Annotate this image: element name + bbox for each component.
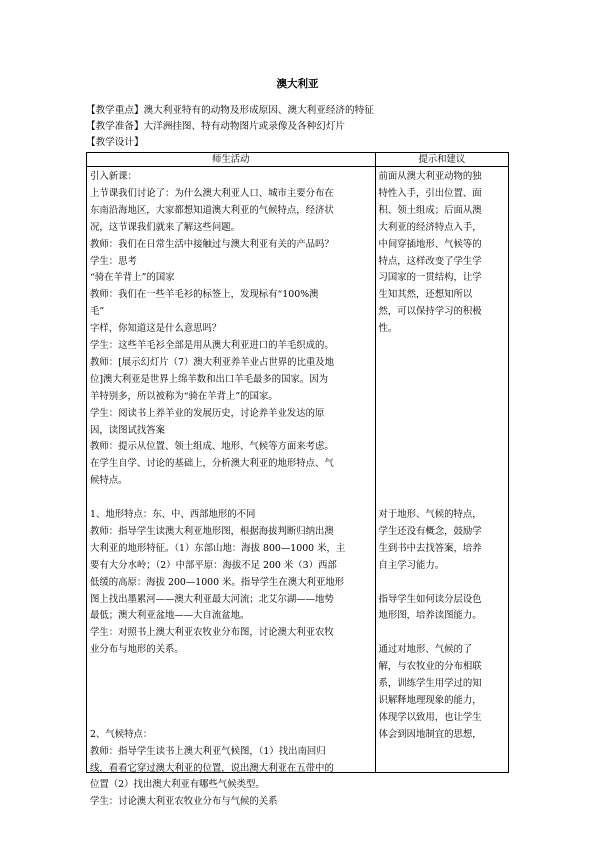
suggestion-line: 地形图，培养读图能力。 <box>378 610 482 622</box>
activity-line: 因，读图试找答案 <box>90 424 166 436</box>
suggestion-line: 学生还没有概念，鼓励学 <box>378 525 482 537</box>
activity-line: 教师：[展示幻灯片（7）澳大利亚养羊业占世界的比重及地 <box>90 356 334 368</box>
activity-line: 学生：对照书上澳大利亚农牧业分布图，讨论澳大利亚农牧 <box>90 627 334 639</box>
suggestion-line: 识解释地理现象的能力， <box>378 694 482 706</box>
activity-line: 候特点。 <box>90 475 128 487</box>
meta-teaching-focus <box>86 104 374 118</box>
activity-line: 教师：指导学生读澳大利亚地形图，根据海拔判断归纳出澳 <box>90 525 334 537</box>
activity-line: 教师：指导学生读书上澳大利亚气候图，（1）找出南回归 <box>90 745 326 757</box>
activity-line: 羊特别多，所以被称为“骑在羊背上”的国家。 <box>90 390 278 402</box>
suggestion-line: 通过对地形、气候的了 <box>378 644 473 656</box>
suggestion-line: 特性入手，引出位置、面 <box>378 187 482 199</box>
activity-cell <box>87 167 376 808</box>
activity-line: 2、气候特点： <box>90 728 153 740</box>
meta-teaching-design <box>86 136 144 150</box>
suggestion-line: 指导学生如何读分层设色 <box>378 593 482 605</box>
suggestion-line: 中间穿插地形、气候等的 <box>378 238 482 250</box>
suggestion-line: 前面从澳大利亚动物的独 <box>378 171 482 182</box>
activity-line: 最低；澳大利亚盆地——大自流盆地。 <box>90 610 250 622</box>
activity-line: 学生：阅读书上养羊业的发展历史，讨论养羊业发达的原 <box>90 407 325 419</box>
suggestion-line: 积、领土组成；后面从澳 <box>378 204 482 216</box>
suggestion-line: 体会到因地制宜的思想， <box>378 728 482 740</box>
activity-line: 教师：提示从位置、领土组成、地形、气候等方面来考虑。 <box>90 441 334 453</box>
activity-line: 线，看看它穿过澳大利亚的位置，说出澳大利亚在五带中的 <box>90 762 334 774</box>
activity-line: 毛” <box>90 306 105 318</box>
suggestion-cell <box>375 167 508 773</box>
suggestion-line: 然，可以保持学习的积极 <box>378 306 482 318</box>
activity-line: 字样，你知道这是什么意思吗？ <box>90 323 222 335</box>
activity-line: 学生：讨论澳大利亚农牧业分布与气候的关系 <box>90 796 278 808</box>
meta-tag: 【教学重点】 <box>86 105 144 116</box>
suggestion-line: 体现学以致用，也让学生 <box>378 711 482 723</box>
lesson-plan-table <box>86 152 509 808</box>
meta-teaching-prep <box>86 120 345 134</box>
suggestion-line: 性。 <box>378 323 398 335</box>
activity-line: 引入新课： <box>90 171 137 182</box>
suggestion-line: 解，与农牧业的分布相联 <box>378 661 482 673</box>
activity-line: 1、地形特点：东、中、西部地形的不同 <box>90 509 256 520</box>
activity-line: 图上找出墨累河——澳大利亚最大河流；北艾尔湖——地势 <box>90 593 334 605</box>
table-row <box>87 167 509 773</box>
suggestion-line: 自主学习能力。 <box>378 559 445 571</box>
suggestion-line: 对于地形、气候的特点， <box>378 509 482 520</box>
activity-line: 学生：思考 <box>90 255 137 267</box>
header-tips-suggestions: 提示和建议 <box>375 153 508 167</box>
activity-line: 东南沿海地区，大家都想知道澳大利亚的气候特点，经济状 <box>90 204 334 216</box>
suggestion-line: 特点，这样改变了学生学 <box>378 255 482 267</box>
meta-text: 大洋洲挂图、特有动物图片或录像及各种幻灯片 <box>143 121 346 132</box>
activity-line: 位置（2）找出澳大利亚有哪些气候类型。 <box>90 779 265 791</box>
meta-tag: 【教学准备】 <box>86 121 144 132</box>
page-title: 澳大利亚 <box>276 78 319 90</box>
suggestion-line: 习国家的一贯结构，让学 <box>378 272 482 284</box>
activity-text <box>90 167 372 808</box>
activity-line: 教师：我们在一些羊毛衫的标签上，发现标有“100%澳 <box>90 289 319 301</box>
activity-line: 大利亚的地形特征。（1）东部山地：海拔 800—1000 米，主 <box>90 542 346 554</box>
meta-tag: 【教学设计】 <box>86 137 144 148</box>
suggestion-line: 生知其然，还想知所以 <box>378 289 473 301</box>
header-teacher-student-activity: 师生活动 <box>87 153 376 167</box>
activity-line: 位]澳大利亚是世界上绵羊数和出口羊毛最多的国家。因为 <box>90 373 329 385</box>
meta-text: 澳大利亚特有的动物及形成原因、澳大利亚经济的特征 <box>143 105 374 116</box>
activity-line: 业分布与地形的关系。 <box>90 644 184 656</box>
activity-line: 要有大分水岭；（2）中部平原：海拔不足 200 米（3）西部 <box>90 559 337 571</box>
suggestion-line: 系，训练学生用学过的知 <box>378 678 482 689</box>
activity-line: 上节课我们讨论了：为什么澳大利亚人口、城市主要分布在 <box>90 187 334 199</box>
activity-line: “骑在羊背上”的国家 <box>90 272 175 284</box>
activity-line: 在学生自学、讨论的基础上，分析澳大利亚的地形特点、气 <box>90 458 334 470</box>
suggestion-text <box>379 167 505 772</box>
activity-line: 况，这节课我们就来了解这些问题。 <box>90 221 241 233</box>
suggestion-line: 生到书中去找答案，培养 <box>378 542 482 554</box>
activity-line: 低缓的高原：海拔 200—1000 米。指导学生在澳大利亚地形 <box>90 576 344 588</box>
activity-line: 学生：这些羊毛衫全部是用从澳大利亚进口的羊毛织成的。 <box>90 340 334 351</box>
table-header-row <box>87 153 509 167</box>
suggestion-line: 大利亚的经济特点入手， <box>378 221 482 233</box>
activity-line: 教师：我们在日常生活中接触过与澳大利亚有关的产品吗？ <box>90 238 334 250</box>
